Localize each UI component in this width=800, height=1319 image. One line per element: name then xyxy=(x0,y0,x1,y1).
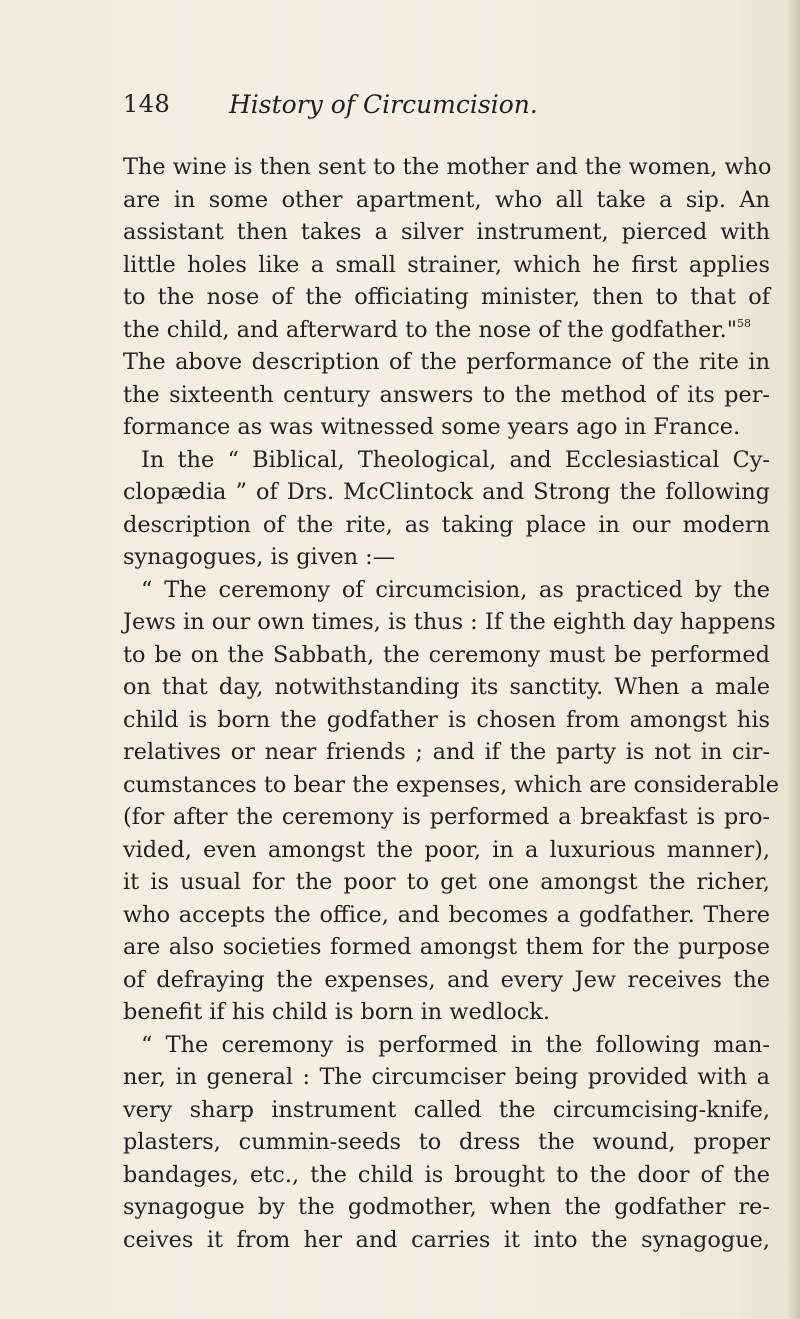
text-line: it is usual for the poor to get one amongst the richer, xyxy=(123,869,770,895)
text-line: who accepts the office, and becomes a godfather. There xyxy=(123,901,770,928)
page-number: 148 xyxy=(123,90,171,118)
text-line: plasters, cummin-seeds to dress the wound, proper xyxy=(123,1129,770,1155)
text-line: synagogues, is given :— xyxy=(123,544,396,570)
text-line: are in some other apartment, who all take a sip. An xyxy=(123,186,770,213)
text-line: (for after the ceremony is performed a breakfast is pro- xyxy=(123,804,770,830)
text-line: are also societies formed amongst them for the purpose xyxy=(123,934,770,960)
text-line-with-footnote xyxy=(123,314,770,347)
text-line: child is born the godfather is chosen from amongst his xyxy=(123,706,770,733)
text-line: very sharp instrument called the circumcising-knife, xyxy=(123,1096,770,1123)
text-line: little holes like a small strainer, which he first applies xyxy=(123,251,770,278)
text-line: relatives or near friends ; and if the party is not in cir- xyxy=(123,739,770,765)
text-line: Jews in our own times, is thus : If the eighth day happens xyxy=(123,609,776,635)
text-line: to be on the Sabbath, the ceremony must be performed xyxy=(123,641,770,668)
page-header xyxy=(123,90,763,130)
quote-start-line: “ The ceremony of circumcision, as practiced by the xyxy=(141,576,770,603)
text-line: description of the rite, as taking place in our modern xyxy=(123,511,770,538)
quote-start-line: “ The ceremony is performed in the following man- xyxy=(141,1031,770,1058)
page-edge-shadow xyxy=(786,0,800,1319)
text-line: The wine is then sent to the mother and the women, who xyxy=(123,154,772,180)
footnote-marker: 58 xyxy=(737,316,752,330)
text-line: cumstances to bear the expenses, which are considerable xyxy=(123,771,780,798)
text-line: The above description of the performance of the rite in xyxy=(123,349,770,375)
text-line: the sixteenth century answers to the method of its per- xyxy=(123,381,770,408)
text-line: vided, even amongst the poor, in a luxurious manner), xyxy=(123,836,770,863)
text-line: on that day, notwithstanding its sanctity. When a male xyxy=(123,674,770,700)
text-line: clopædia ” of Drs. McClintock and Strong the following xyxy=(123,479,770,505)
text-line: of defraying the expenses, and every Jew receives the xyxy=(123,966,770,993)
text-line: formance as was witnessed some years ago in France. xyxy=(123,414,741,440)
text-line: synagogue by the godmother, when the godfather re- xyxy=(123,1194,770,1220)
text-line: to the nose of the officiating minister, then to that of xyxy=(123,284,770,310)
body-text xyxy=(123,151,780,1256)
text-line: bandages, etc., the child is brought to the door of the xyxy=(123,1161,770,1188)
paragraph-start-line: In the “ Biblical, Theological, and Ecclesiastical Cy- xyxy=(141,446,770,473)
text-line: ceives it from her and carries it into the synagogue, xyxy=(123,1226,770,1253)
text-line: ner, in general : The circumciser being provided with a xyxy=(123,1064,770,1090)
text-line: assistant then takes a silver instrument, pierced with xyxy=(123,219,770,245)
text-line: benefit if his child is born in wedlock. xyxy=(123,999,550,1025)
running-title: History of Circumcision. xyxy=(229,90,538,119)
text-line-content: the child, and afterward to the nose of the godfather." xyxy=(123,316,738,343)
